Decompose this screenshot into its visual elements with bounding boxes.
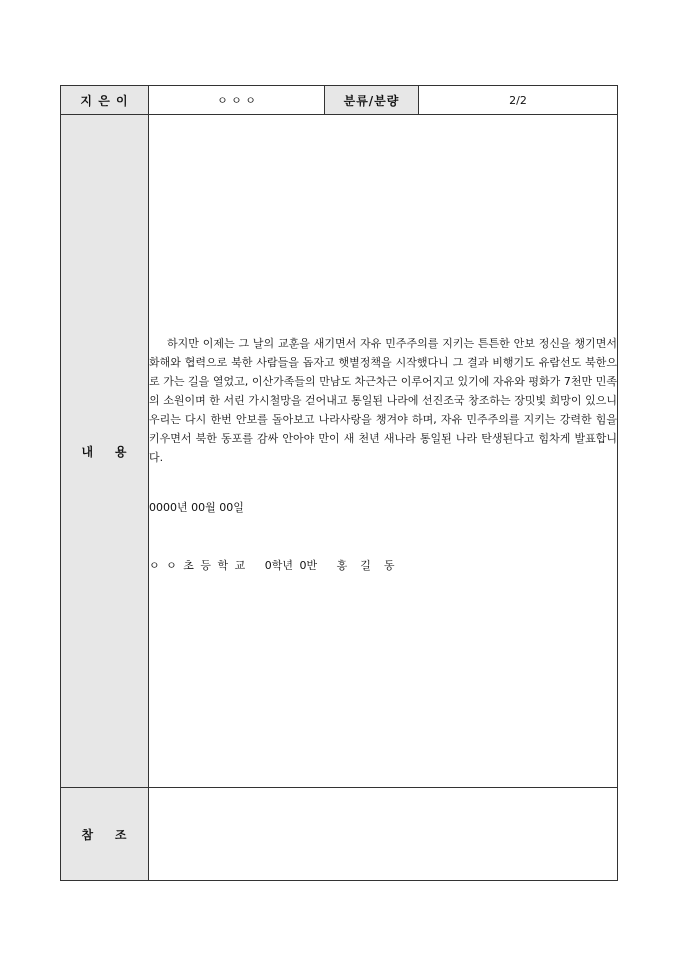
content-body bbox=[149, 115, 618, 788]
header-row bbox=[61, 86, 618, 115]
date-line: 0000년 00월 00일 bbox=[149, 501, 244, 514]
author-label: 지 은 이 bbox=[61, 86, 149, 115]
category-label: 분류/분량 bbox=[325, 86, 419, 115]
content-paragraph: 하지만 이제는 그 날의 교훈을 새기면서 자유 민주주의를 지키는 튼튼한 안보 정신을 챙기면서 화해와 협력으로 북한 사람들을 돕자고 햇볕정책을 시작했다니 그 결과 비행기도 유람선도 북한으로 가는 길을 열었고, 이산가족들의 만남도 차근차근 이루어지고 있기에 자유와 평화가 7천만 민족의 소원이며 한 서린 가시철망을 걷어내고 통일된 나라에 선진조국 창조하는 장밋빛 희망이 있으니 우리는 다시 한번 안보를 돌아보고 나라사랑을 챙겨야 하며, 자유 민주주의를 지키는 강력한 힘을 키우면서 북한 동포를 감싸 안아야 만이 새 천년 새나라 통일된 나라 탄생된다고 힘차게 발표합니다. bbox=[149, 337, 617, 464]
category-value: 2/2 bbox=[419, 86, 618, 115]
content-label: 내 용 bbox=[61, 115, 149, 788]
reference-row bbox=[61, 788, 618, 881]
document-form-table bbox=[60, 85, 618, 881]
author-value: ㅇ ㅇ ㅇ bbox=[149, 86, 325, 115]
signer-line: ㅇ ㅇ 초 등 학 교 0학년 0반 홍 길 동 bbox=[149, 559, 395, 572]
reference-label: 참 조 bbox=[61, 788, 149, 881]
content-row bbox=[61, 115, 618, 788]
reference-value bbox=[149, 788, 618, 881]
